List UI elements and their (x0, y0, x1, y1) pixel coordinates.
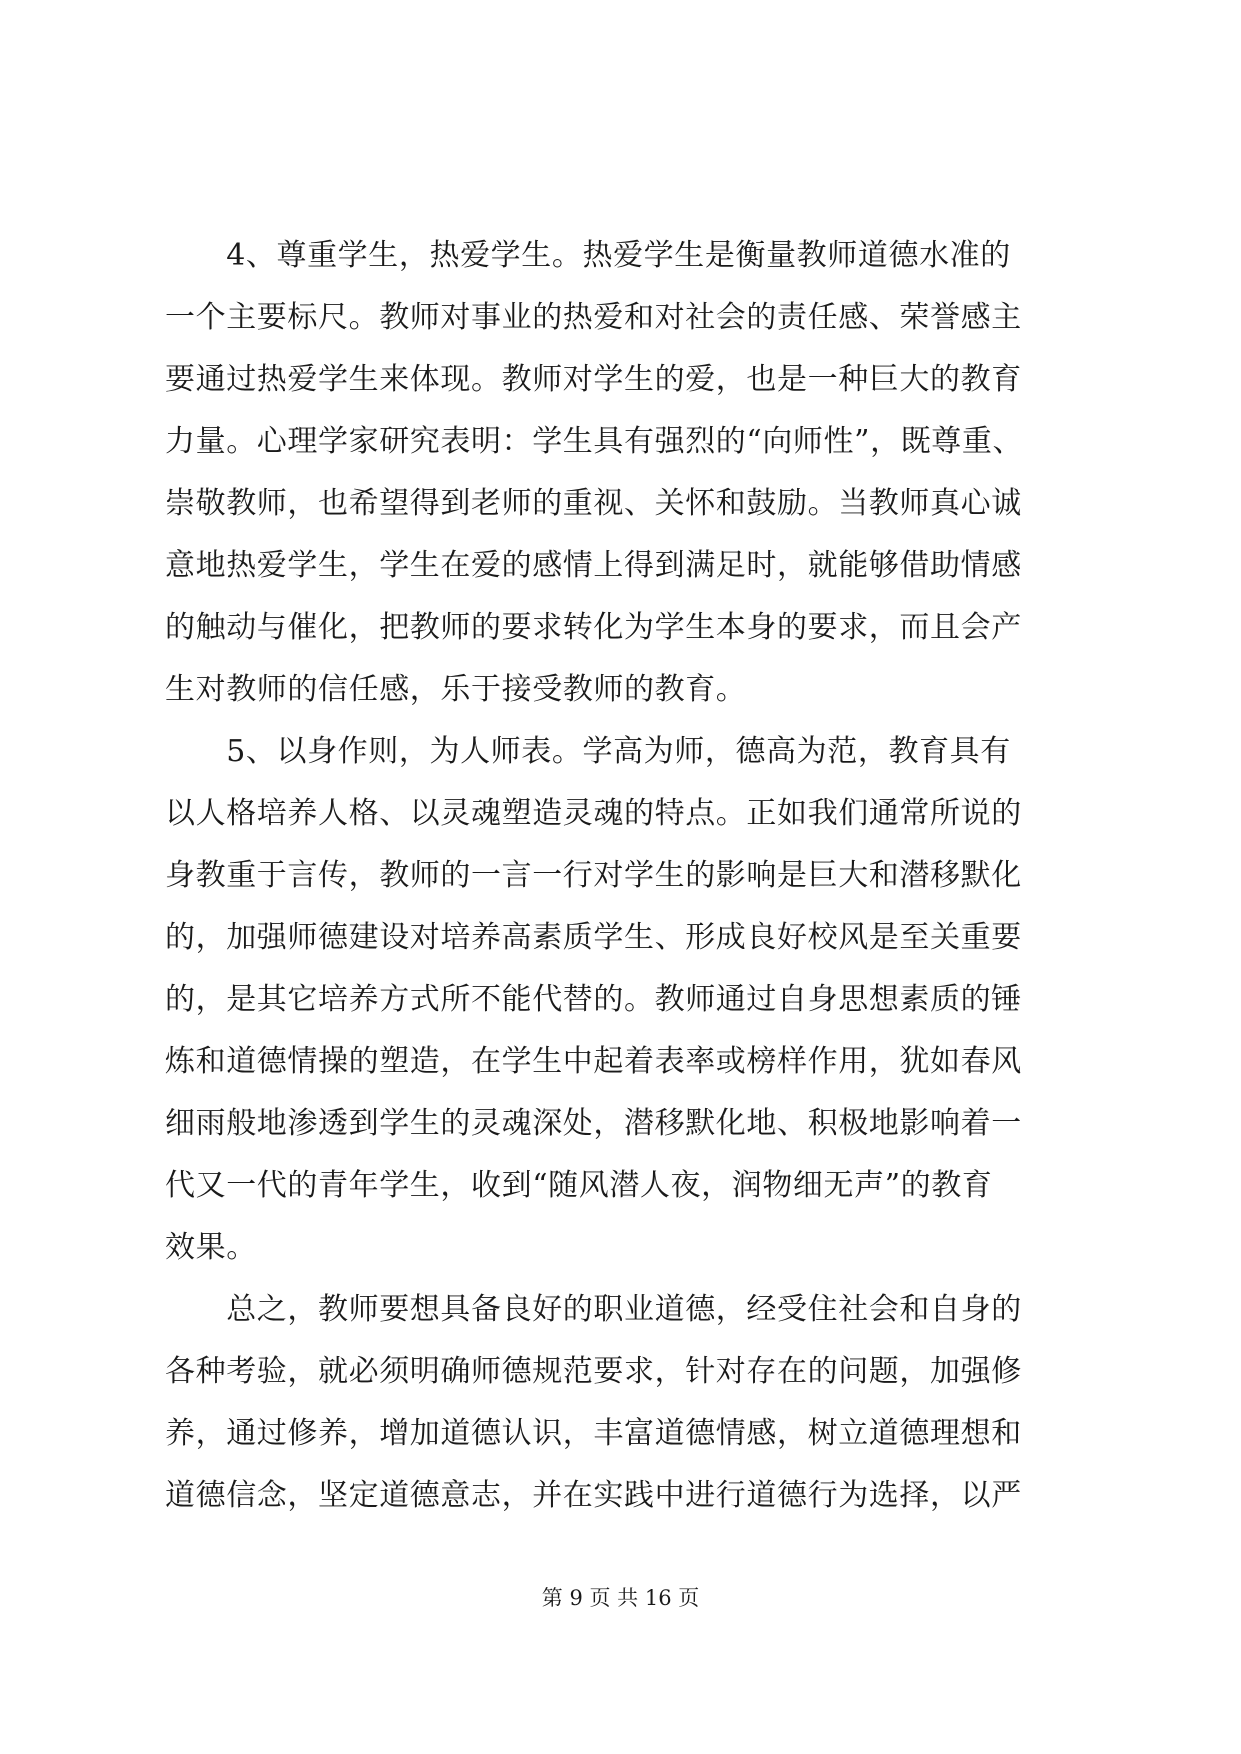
text-line: 力量。心理学家研究表明：学生具有强烈的“向师性”，既尊重、 (165, 424, 1024, 459)
text-line: 代又一代的青年学生，收到“随风潜人夜，润物细无声”的教育 (165, 1168, 993, 1203)
text-line: 总之，教师要想具备良好的职业道德，经受住社会和自身的 (165, 1292, 1022, 1327)
text-line: 的，加强师德建设对培养高素质学生、形成良好校风是至关重要 (165, 920, 1022, 955)
page-number-footer: 第 9 页 共 16 页 (541, 1586, 700, 1610)
text-line: 的，是其它培养方式所不能代替的。教师通过自身思想素质的锤 (165, 982, 1022, 1017)
text-line: 生对教师的信任感，乐于接受教师的教育。 (165, 672, 747, 707)
text-line: 各种考验，就必须明确师德规范要求，针对存在的问题，加强修 (165, 1354, 1022, 1389)
document-body (165, 225, 1077, 1527)
text-line: 细雨般地渗透到学生的灵魂深处，潜移默化地、积极地影响着一 (165, 1106, 1022, 1141)
text-line: 要通过热爱学生来体现。教师对学生的爱，也是一种巨大的教育 (165, 362, 1022, 397)
text-line: 一个主要标尺。教师对事业的热爱和对社会的责任感、荣誉感主 (165, 300, 1022, 335)
text-line: 效果。 (165, 1230, 257, 1265)
text-line: 崇敬教师，也希望得到老师的重视、关怀和鼓励。当教师真心诚 (165, 486, 1022, 521)
text-line: 意地热爱学生，学生在爱的感情上得到满足时，就能够借助情感 (165, 548, 1022, 583)
text-line: 的触动与催化，把教师的要求转化为学生本身的要求，而且会产 (165, 610, 1022, 645)
text-line: 养，通过修养，增加道德认识，丰富道德情感，树立道德理想和 (165, 1416, 1022, 1451)
text-line: 以人格培养人格、以灵魂塑造灵魂的特点。正如我们通常所说的 (165, 796, 1022, 831)
text-line: 身教重于言传，教师的一言一行对学生的影响是巨大和潜移默化 (165, 858, 1022, 893)
text-line: 炼和道德情操的塑造，在学生中起着表率或榜样作用，犹如春风 (165, 1044, 1022, 1079)
text-line: 4、尊重学生，热爱学生。热爱学生是衡量教师道德水准的 (165, 238, 1011, 273)
text-line: 道德信念，坚定道德意志，并在实践中进行道德行为选择，以严 (165, 1478, 1022, 1513)
text-line: 5、以身作则，为人师表。学高为师，德高为范，教育具有 (165, 734, 1011, 769)
